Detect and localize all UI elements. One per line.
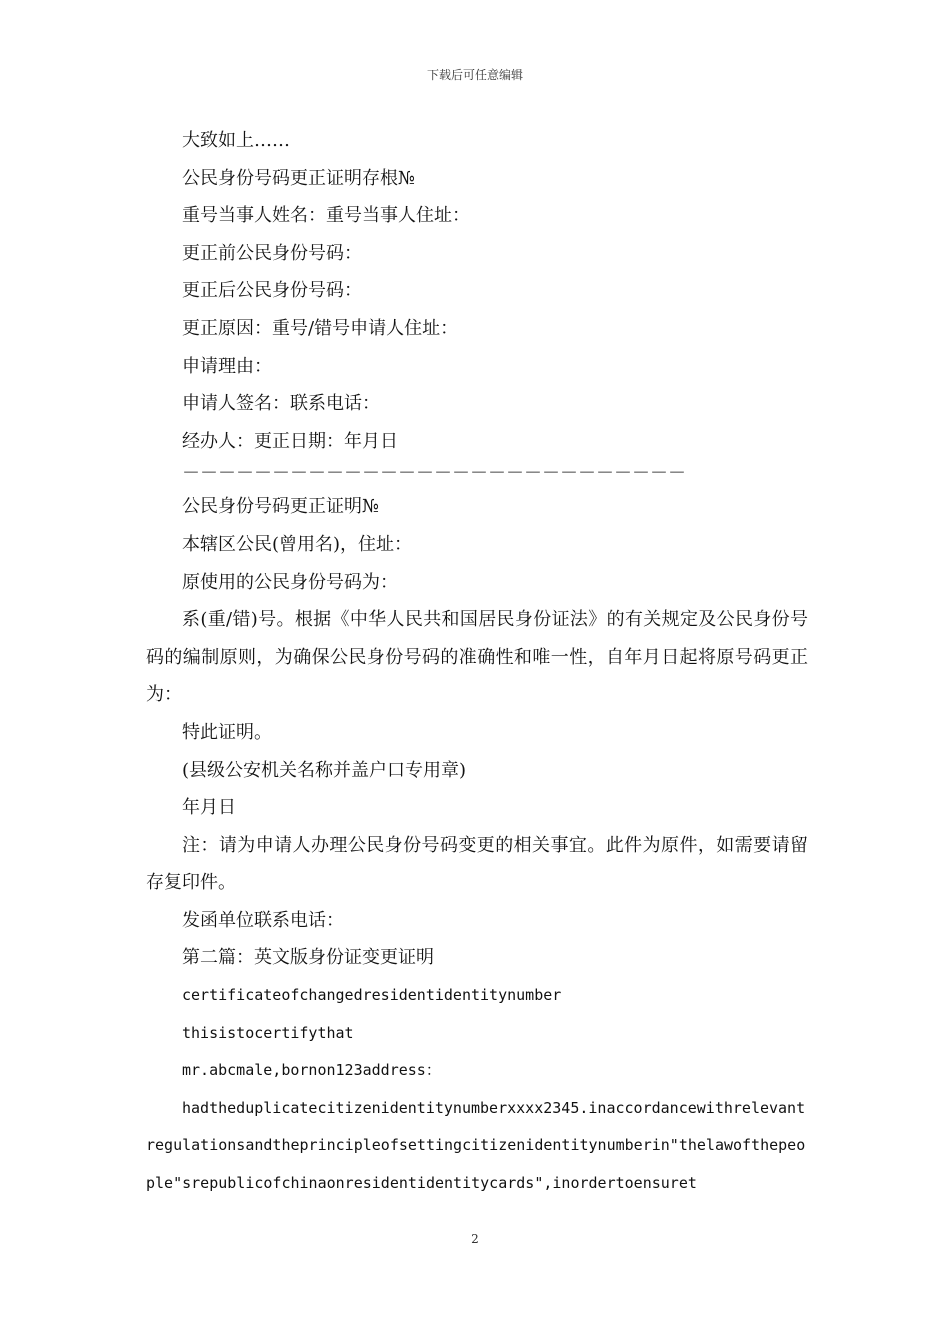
text-line: 更正原因：重号/错号申请人住址： xyxy=(182,317,459,339)
english-line: mr.abcmale,bornon123address： xyxy=(182,1061,441,1080)
text-line: 大致如上…… xyxy=(182,130,290,151)
section-title: 第二篇：英文版身份证变更证明 xyxy=(182,947,434,969)
stub-title: 公民身份号码更正证明存根№ xyxy=(182,167,416,189)
text-line: 更正前公民身份号码： xyxy=(182,242,362,264)
text-line: 年月日 xyxy=(182,797,236,819)
page-number: 2 xyxy=(471,1232,479,1246)
document-body xyxy=(146,122,808,1203)
english-paragraph: hadtheduplicatecitizenidentitynumberxxxx2345.inaccordancewithrelevantregulationsandtheprincipleofsettingcitizenidentitynumberin"thelawofthepeople"srepublicofchinaonresidentidentitycards",inordertoensuret xyxy=(146,1098,806,1193)
text-line: 本辖区公民(曾用名)，住址： xyxy=(182,533,413,555)
text-line: 更正后公民身份号码： xyxy=(182,280,362,302)
text-line: 申请人签名：联系电话： xyxy=(182,393,380,415)
text-line: 经办人：更正日期：年月日 xyxy=(182,430,398,452)
basis-paragraph: 系(重/错)号。根据《中华人民共和国居民身份证法》的有关规定及公民身份号码的编制原则，为确保公民身份号码的准确性和唯一性，自年月日起将原号码更正为： xyxy=(146,609,808,706)
text-line: 特此证明。 xyxy=(182,721,272,743)
dashed-divider: －－－－－－－－－－－－－－－－－－－－－－－－－－－－ xyxy=(182,463,686,485)
text-line: 申请理由： xyxy=(182,355,272,377)
text-line: 发函单位联系电话： xyxy=(182,909,344,931)
english-title: certificateofchangedresidentidentitynumber xyxy=(182,986,562,1005)
text-line: (县级公安机关名称并盖户口专用章) xyxy=(182,759,467,781)
note-paragraph: 注：请为申请人办理公民身份号码变更的相关事宜。此件为原件，如需要请留存复印件。 xyxy=(146,834,808,894)
english-line: thisistocertifythat xyxy=(182,1023,354,1042)
certificate-title: 公民身份号码更正证明№ xyxy=(182,496,380,518)
text-line: 原使用的公民身份号码为： xyxy=(182,571,398,593)
text-line: 重号当事人姓名：重号当事人住址： xyxy=(182,205,470,227)
page-header: 下载后可任意编辑 xyxy=(426,68,523,82)
